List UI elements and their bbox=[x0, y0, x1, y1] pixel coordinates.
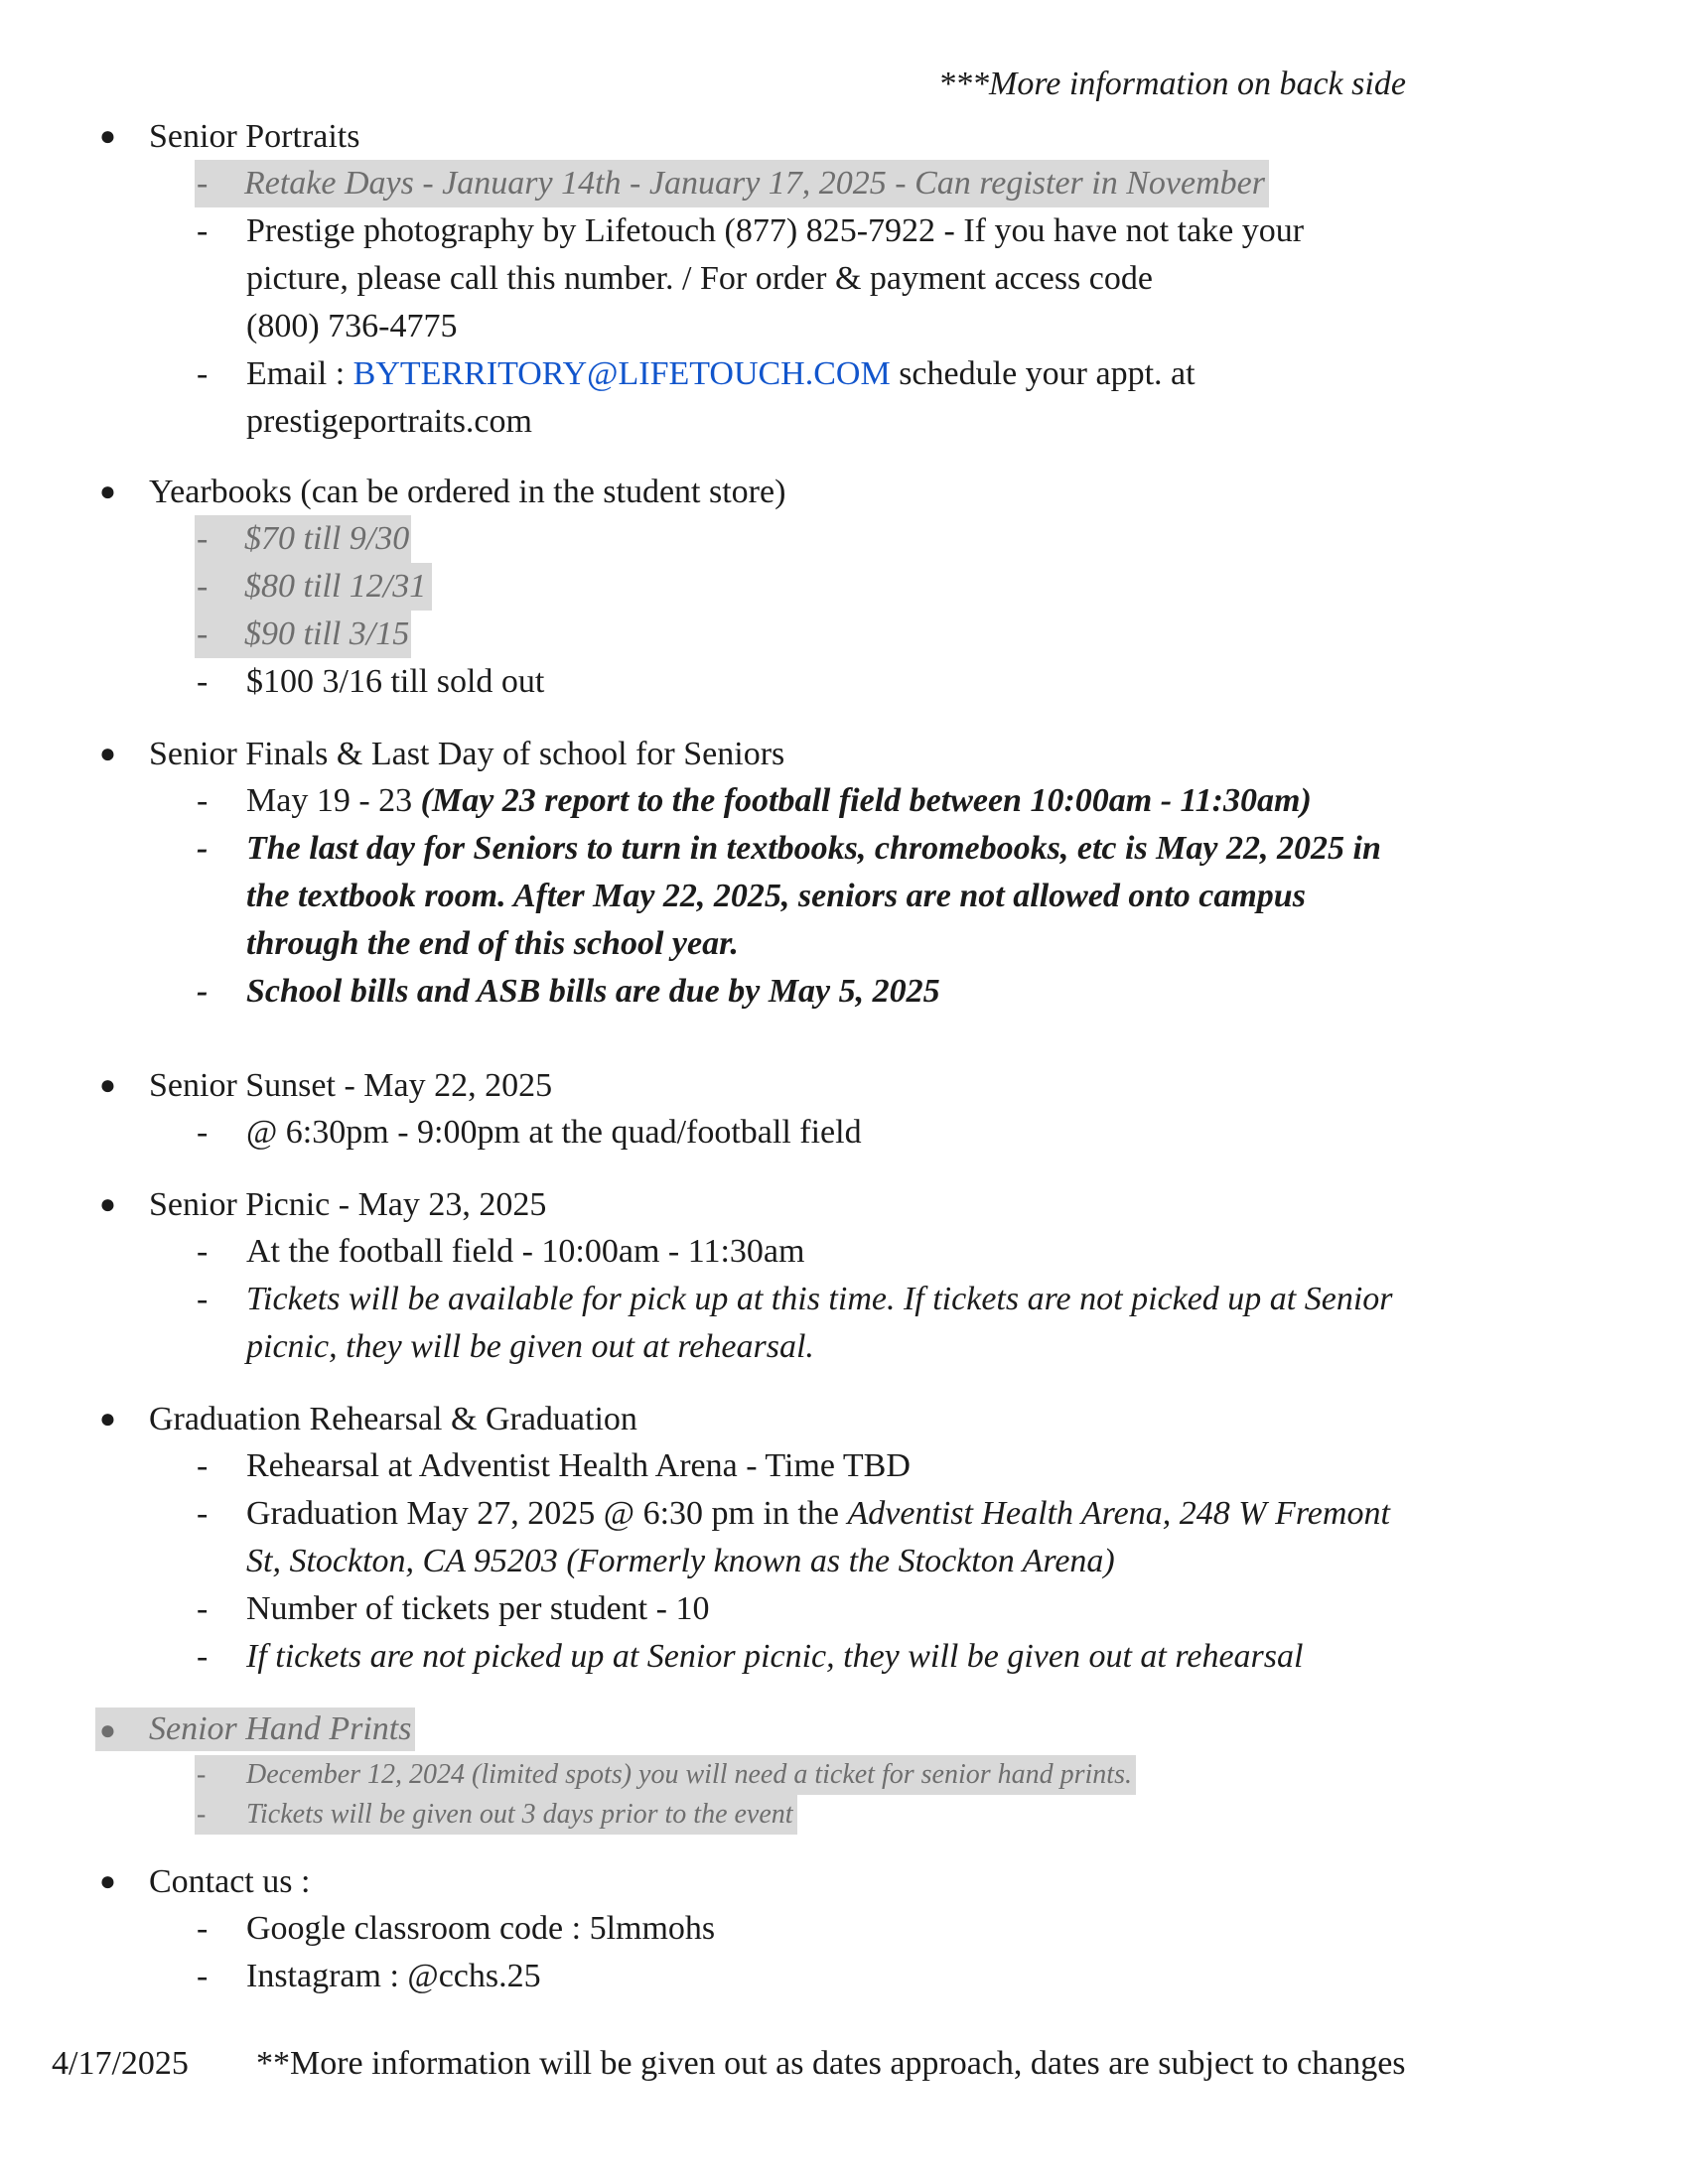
dash-marker: - bbox=[197, 520, 209, 557]
bullet-icon: ● bbox=[99, 477, 116, 507]
dash-marker: - bbox=[197, 1759, 207, 1790]
tickets-per-student: Number of tickets per student - 10 bbox=[246, 1590, 710, 1627]
dash-marker: - bbox=[197, 1233, 209, 1270]
dash-marker: - bbox=[197, 165, 209, 202]
classroom-code: Google classroom code : 5lmmohs bbox=[246, 1910, 716, 1947]
tickets-pickup-note: If tickets are not picked up at Senior picnic, they will be given out at rehearsal bbox=[246, 1638, 1304, 1675]
list-item bbox=[197, 563, 432, 611]
dash-marker: - bbox=[197, 212, 209, 249]
section-heading: Senior Finals & Last Day of school for Seniors bbox=[149, 736, 785, 772]
section-heading: Senior Picnic - May 23, 2025 bbox=[149, 1186, 547, 1223]
dash-marker: - bbox=[197, 1495, 209, 1532]
bills-due: School bills and ASB bills are due by May 5, 2025 bbox=[246, 973, 940, 1010]
graduation-address: St, Stockton, CA 95203 (Formerly known as the Stockton Arena) bbox=[246, 1543, 1115, 1579]
section-heading: Senior Sunset - May 22, 2025 bbox=[149, 1067, 553, 1104]
dash-marker: - bbox=[197, 1958, 209, 1994]
yearbook-price: $70 till 9/30 bbox=[244, 520, 410, 557]
section-heading: Senior Hand Prints bbox=[149, 1710, 412, 1747]
email-line bbox=[246, 350, 1196, 398]
textbooks-line-2: the textbook room. After May 22, 2025, seniors are not allowed onto campus bbox=[246, 878, 1306, 914]
dash-marker: - bbox=[197, 663, 209, 700]
dash-marker: - bbox=[197, 1638, 209, 1675]
email-label: Email : bbox=[246, 355, 353, 392]
list-item bbox=[195, 1795, 797, 1835]
bullet-icon: ● bbox=[99, 1070, 116, 1101]
dash-marker: - bbox=[197, 1590, 209, 1627]
instagram-handle: Instagram : @cchs.25 bbox=[246, 1958, 541, 1994]
section-senior-hand-prints bbox=[95, 1707, 415, 1751]
bullet-icon: ● bbox=[99, 1404, 116, 1434]
bullet-icon: ● bbox=[99, 1866, 116, 1897]
textbooks-line-3: through the end of this school year. bbox=[246, 925, 739, 962]
dash-marker: - bbox=[197, 615, 209, 652]
footer-date: 4/17/2025 bbox=[52, 2045, 189, 2082]
email-after: schedule your appt. at bbox=[890, 355, 1196, 392]
section-heading: Graduation Rehearsal & Graduation bbox=[149, 1401, 637, 1437]
email-link[interactable]: BYTERRITORY@LIFETOUCH.COM bbox=[352, 355, 891, 392]
textbooks-line-1: The last day for Seniors to turn in textbooks, chromebooks, etc is May 22, 2025 in bbox=[246, 830, 1381, 867]
bullet-icon: ● bbox=[99, 1715, 116, 1746]
prestige-line-2: picture, please call this number. / For order & payment access code bbox=[246, 260, 1153, 297]
dash-marker: - bbox=[197, 1447, 209, 1484]
dash-marker: - bbox=[197, 830, 209, 867]
bullet-icon: ● bbox=[99, 739, 116, 769]
picnic-tickets-line-2: picnic, they will be given out at rehearsal. bbox=[246, 1328, 814, 1365]
list-item bbox=[197, 611, 411, 658]
dash-marker: - bbox=[197, 1281, 209, 1317]
dash-marker: - bbox=[197, 1114, 209, 1151]
graduation-venue: Adventist Health Arena, 248 W Fremont bbox=[847, 1495, 1390, 1532]
back-side-note: ***More information on back side bbox=[938, 66, 1406, 102]
bullet-icon: ● bbox=[99, 1189, 116, 1220]
yearbook-price: $90 till 3/15 bbox=[244, 615, 410, 652]
website-text: prestigeportraits.com bbox=[246, 403, 532, 440]
yearbook-price: $80 till 12/31 bbox=[244, 568, 427, 605]
section-heading: Yearbooks (can be ordered in the student store) bbox=[149, 474, 786, 510]
section-heading: Contact us : bbox=[149, 1863, 311, 1900]
finals-dates: May 19 - 23 bbox=[246, 782, 421, 819]
list-item bbox=[195, 1755, 1136, 1795]
section-heading: Senior Portraits bbox=[149, 118, 360, 155]
handprints-tickets: Tickets will be given out 3 days prior to the event bbox=[246, 1799, 793, 1830]
footer-note: **More information will be given out as dates approach, dates are subject to changes bbox=[256, 2045, 1406, 2082]
finals-report-note: (May 23 report to the football field between 10:00am - 11:30am) bbox=[420, 782, 1312, 819]
picnic-tickets-line-1: Tickets will be available for pick up at this time. If tickets are not picked up at Senior bbox=[246, 1281, 1393, 1317]
handprints-date: December 12, 2024 (limited spots) you will need a ticket for senior hand prints. bbox=[246, 1759, 1132, 1790]
prestige-phone: (800) 736-4775 bbox=[246, 308, 458, 344]
sunset-detail: @ 6:30pm - 9:00pm at the quad/football field bbox=[246, 1114, 862, 1151]
dash-marker: - bbox=[197, 973, 209, 1010]
graduation-line-1 bbox=[246, 1490, 1390, 1538]
dash-marker: - bbox=[197, 1910, 209, 1947]
list-item bbox=[197, 160, 1269, 207]
retake-days-text: Retake Days - January 14th - January 17, 2025 - Can register in November bbox=[244, 165, 1265, 202]
rehearsal-info: Rehearsal at Adventist Health Arena - Time TBD bbox=[246, 1447, 911, 1484]
dash-marker: - bbox=[197, 568, 209, 605]
graduation-prefix: Graduation May 27, 2025 @ 6:30 pm in the bbox=[246, 1495, 848, 1532]
picnic-location: At the football field - 10:00am - 11:30am bbox=[246, 1233, 805, 1270]
dash-marker: - bbox=[197, 782, 209, 819]
dash-marker: - bbox=[197, 355, 209, 392]
finals-dates-line bbox=[246, 777, 1312, 825]
prestige-line-1: Prestige photography by Lifetouch (877) 825-7922 - If you have not take your bbox=[246, 212, 1305, 249]
dash-marker: - bbox=[197, 1799, 207, 1830]
list-item bbox=[197, 515, 411, 563]
yearbook-price: $100 3/16 till sold out bbox=[246, 663, 545, 700]
bullet-icon: ● bbox=[99, 121, 116, 152]
